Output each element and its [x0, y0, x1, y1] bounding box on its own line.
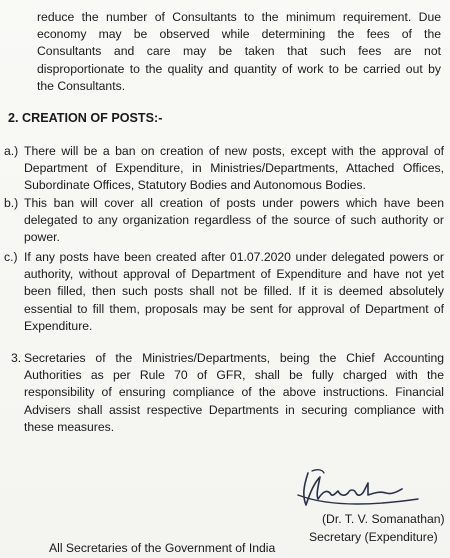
item-text: [24, 143, 444, 195]
section-3: [11, 350, 444, 440]
signatory-name: (Dr. T. V. Somanathan): [322, 512, 445, 526]
item-line: Authorities as per Rule 70 of GFR, shall be fully charged with the: [24, 368, 444, 383]
signatory-designation: Secretary (Expenditure): [309, 530, 438, 544]
item-text: [24, 249, 444, 335]
intro-line: economy may be observed while determining the fees of the: [37, 27, 441, 42]
item-marker: b.): [4, 196, 19, 210]
item-line: Subordinate Offices, Statutory Bodies and Autonomous Bodies.: [24, 178, 366, 193]
item-line: these measures.: [24, 419, 115, 434]
list-item-a: [4, 143, 444, 198]
item-marker: c.): [4, 250, 18, 264]
item-line: Advisers shall assist respective Departments in securing compliance with: [24, 402, 444, 417]
item-line: responsibility of ensuring compliance of the above instructions. Financial: [24, 385, 444, 400]
intro-line: disproportionate to the quality and quantity of work to be carried out by: [37, 61, 441, 76]
item-line: essential to fill them, proposals may be sent for approval of Department of: [24, 301, 444, 316]
item-marker: 3.: [11, 351, 22, 365]
section-heading: 2. CREATION OF POSTS:-: [8, 111, 163, 125]
section-3-text: [24, 350, 444, 436]
item-line: Department of Expenditure, in Ministries/Departments, Attached Offices,: [24, 161, 444, 176]
item-line: This ban will cover all creation of posts under powers which have been: [24, 196, 444, 210]
addressee-line: All Secretaries of the Government of India: [49, 541, 276, 555]
item-line: delegated to any organization regardless of the source of such authority or: [24, 213, 444, 228]
intro-line: Consultants and care may be taken that such fees are not: [37, 44, 441, 59]
intro-paragraph: [37, 9, 441, 95]
item-line: been filled, then such posts shall not be filled. If it is deemed absolutely: [24, 284, 444, 299]
item-line: power.: [24, 230, 60, 245]
item-line: authority, without approval of Department of Expenditure and have not yet: [24, 267, 444, 282]
item-line: Secretaries of the Ministries/Departments, being the Chief Accounting: [24, 351, 444, 365]
signature-image: [294, 465, 434, 511]
item-text: [24, 195, 444, 247]
item-line: Expenditure.: [24, 318, 93, 333]
list-item-c: [4, 249, 444, 339]
item-line: There will be a ban on creation of new posts, except with the approval of: [24, 144, 444, 158]
intro-line: the Consultants.: [37, 78, 126, 93]
intro-line: reduce the number of Consultants to the minimum requirement. Due: [37, 10, 441, 24]
item-line: If any posts have been created after 01.07.2020 under delegated powers or: [24, 250, 444, 264]
list-item-b: [4, 195, 444, 250]
item-marker: a.): [4, 144, 19, 158]
